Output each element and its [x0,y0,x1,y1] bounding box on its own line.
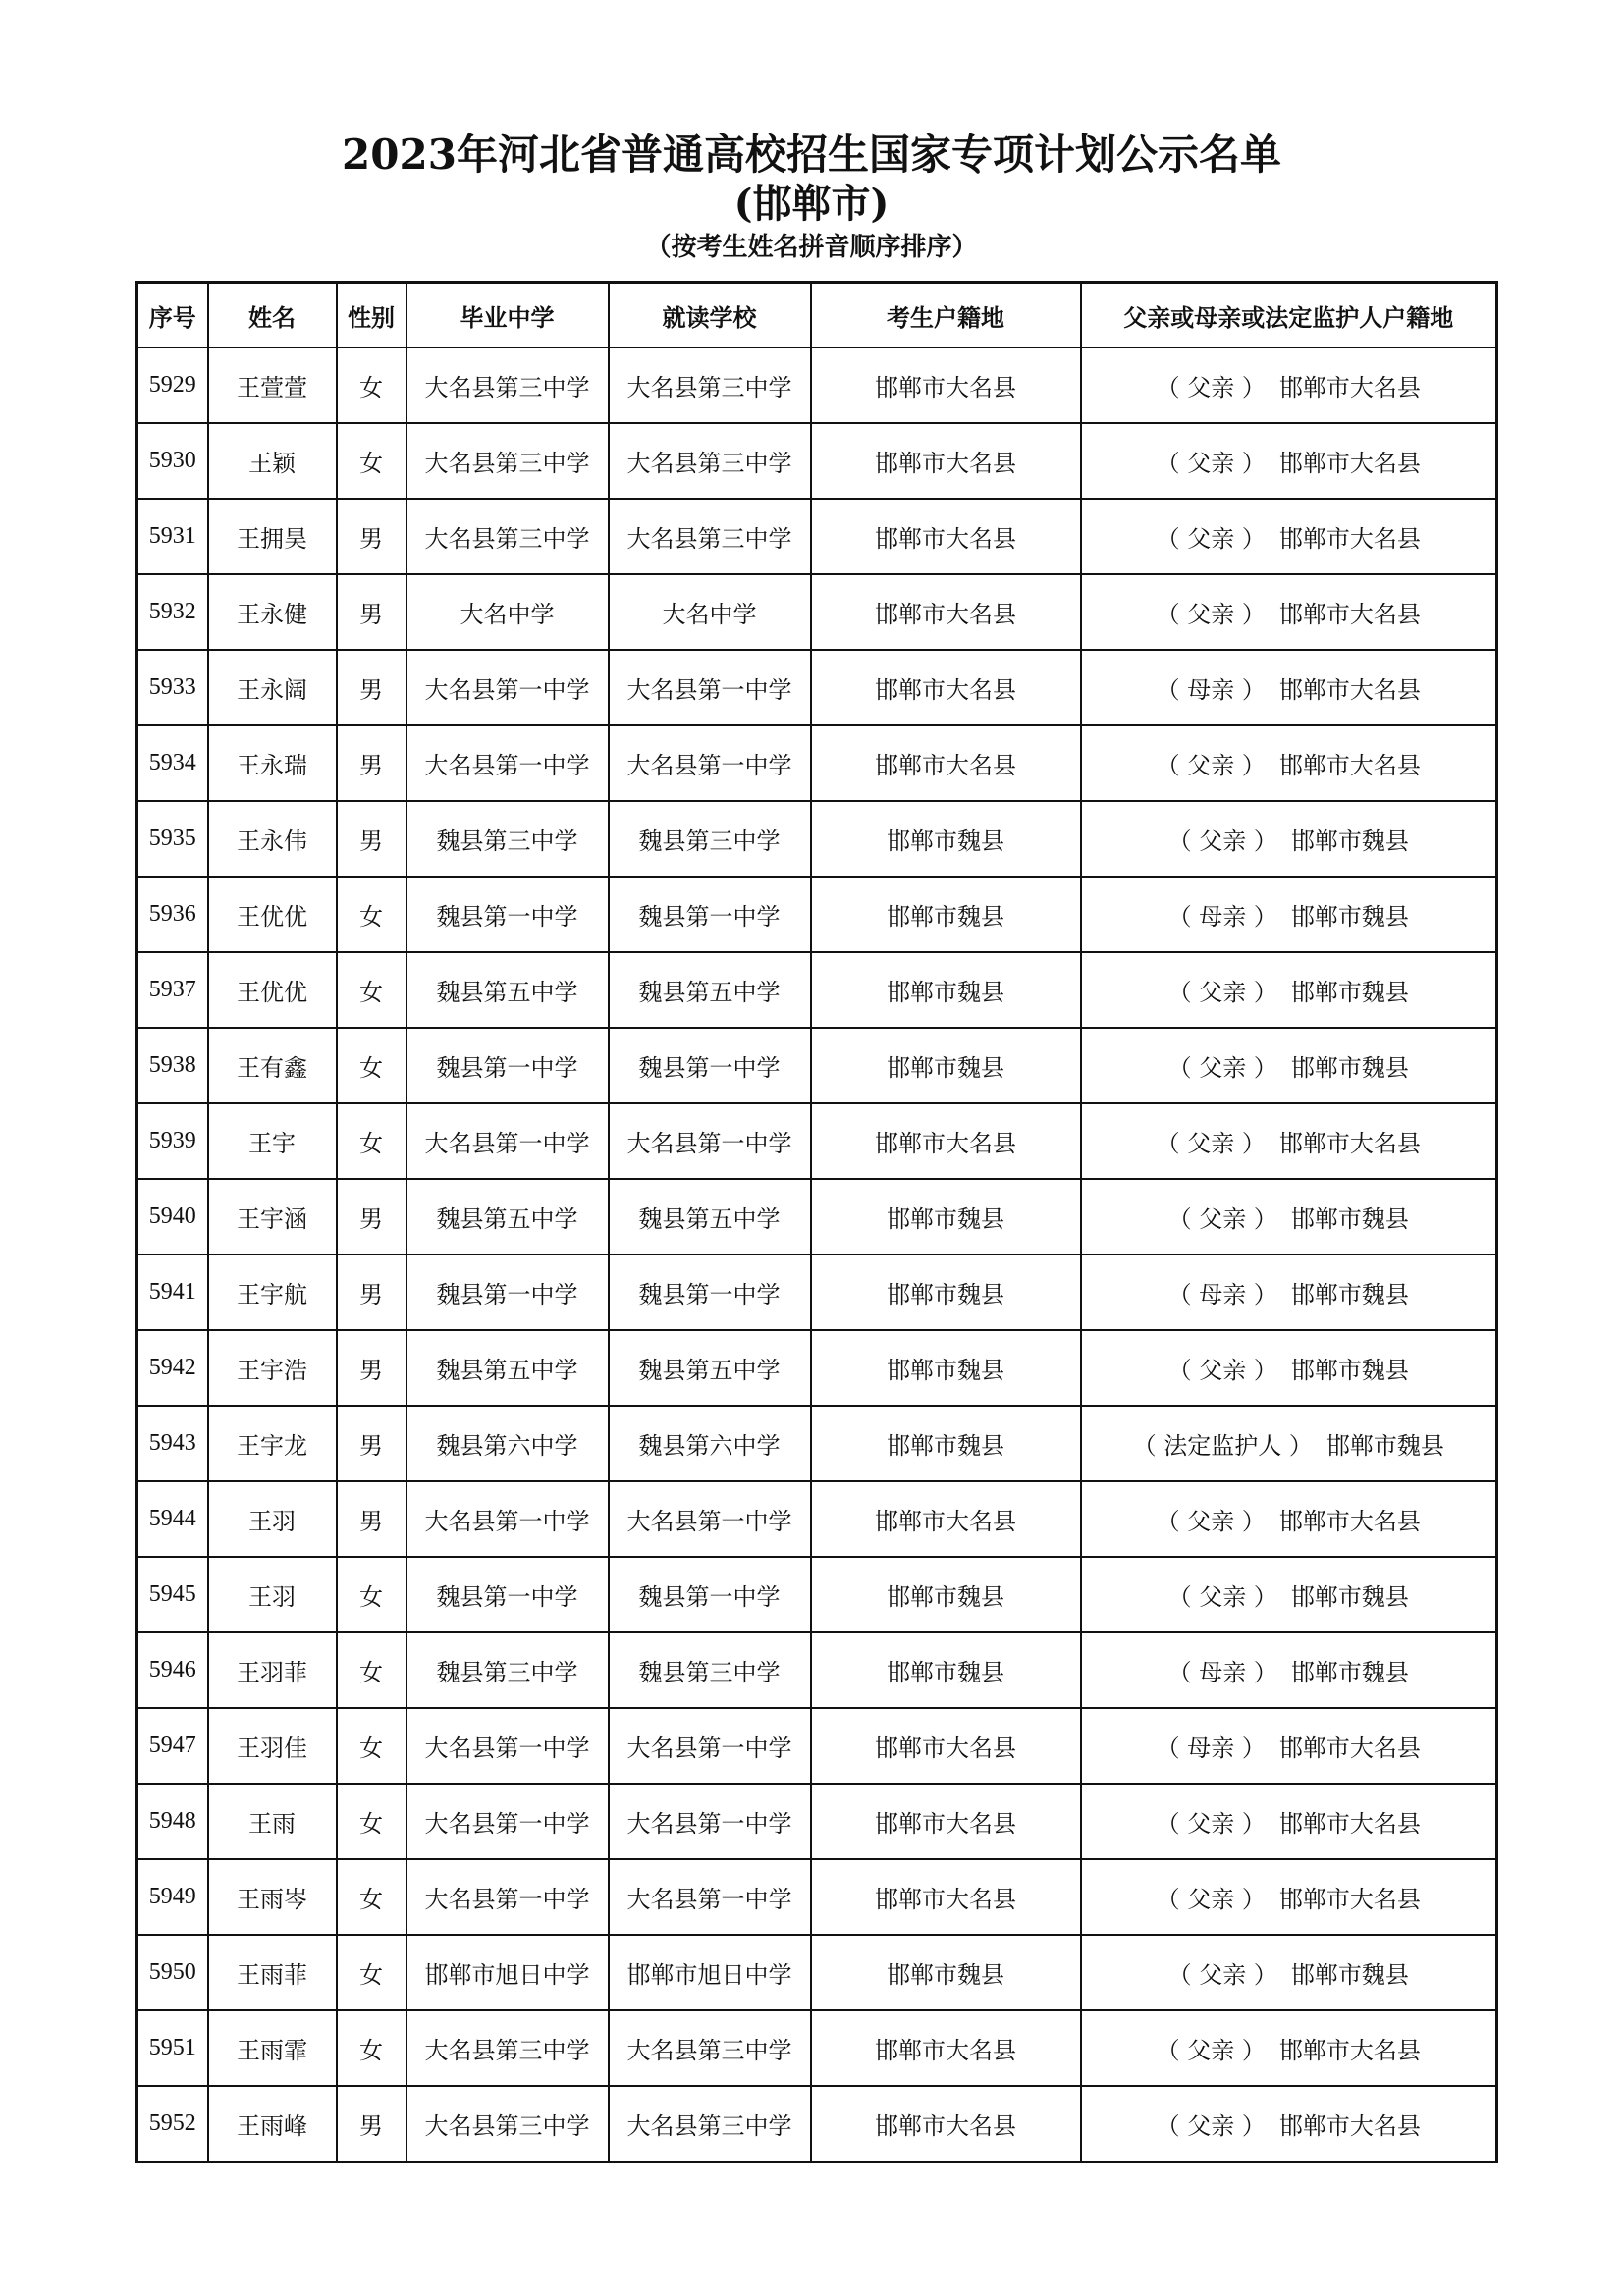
cell-guardian-hukou [1081,877,1497,952]
column-header-current-school: 就读学校 [609,283,811,348]
cell-student-hukou: 邯郸市魏县 [811,1632,1081,1708]
cell-student-hukou: 邯郸市魏县 [811,1330,1081,1406]
cell-guardian-hukou [1081,2086,1497,2163]
cell-serial-number: 5950 [137,1935,208,2010]
table-row [137,1859,1497,1935]
guardian-hukou-place: 邯郸市大名县 [1278,525,1421,553]
guardian-relation: （ 父亲 ） [1167,1205,1277,1233]
cell-current-school: 大名县第一中学 [609,1859,811,1935]
column-header-serial: 序号 [137,283,208,348]
guardian-relation: （ 母亲 ） [1167,903,1277,931]
cell-current-school: 魏县第一中学 [609,1255,811,1330]
guardian-relation: （ 父亲 ） [1167,828,1277,855]
cell-graduation-school: 大名县第三中学 [406,499,609,574]
guardian-relation: （ 父亲 ） [1156,1810,1266,1838]
cell-student-name: 王优优 [208,877,337,952]
cell-guardian-hukou [1081,1179,1497,1255]
cell-student-name: 王拥昊 [208,499,337,574]
cell-current-school: 魏县第六中学 [609,1406,811,1481]
cell-student-name: 王颖 [208,423,337,499]
guardian-hukou-place: 邯郸市大名县 [1278,1508,1421,1535]
guardian-relation: （ 父亲 ） [1156,752,1266,779]
guardian-relation: （ 法定监护人 ） [1132,1432,1313,1460]
table-row [137,499,1497,574]
cell-current-school: 魏县第三中学 [609,1632,811,1708]
cell-graduation-school: 魏县第一中学 [406,877,609,952]
cell-graduation-school: 大名县第一中学 [406,1103,609,1179]
cell-guardian-hukou [1081,574,1497,650]
cell-student-hukou: 邯郸市大名县 [811,2010,1081,2086]
guardian-relation: （ 父亲 ） [1156,1886,1266,1913]
cell-serial-number: 5952 [137,2086,208,2163]
cell-graduation-school: 大名中学 [406,574,609,650]
cell-serial-number: 5937 [137,952,208,1028]
cell-serial-number: 5938 [137,1028,208,1103]
cell-serial-number: 5946 [137,1632,208,1708]
cell-graduation-school: 大名县第一中学 [406,1859,609,1935]
guardian-hukou-place: 邯郸市大名县 [1278,1886,1421,1913]
cell-serial-number: 5932 [137,574,208,650]
guardian-relation: （ 父亲 ） [1156,2112,1266,2140]
cell-gender: 女 [337,423,406,499]
table-row [137,1179,1497,1255]
cell-gender: 女 [337,1632,406,1708]
guardian-hukou-place: 邯郸市魏县 [1290,1054,1409,1082]
cell-current-school: 魏县第一中学 [609,1557,811,1632]
guardian-relation: （ 母亲 ） [1156,1735,1266,1762]
cell-student-name: 王雨霏 [208,2010,337,2086]
cell-current-school: 魏县第一中学 [609,1028,811,1103]
guardian-hukou-place: 邯郸市魏县 [1290,1281,1409,1308]
cell-student-name: 王永伟 [208,801,337,877]
cell-student-hukou: 邯郸市大名县 [811,650,1081,725]
table-row [137,2010,1497,2086]
cell-gender: 女 [337,952,406,1028]
cell-serial-number: 5942 [137,1330,208,1406]
cell-guardian-hukou [1081,725,1497,801]
cell-gender: 女 [337,1557,406,1632]
cell-student-name: 王雨菲 [208,1935,337,2010]
cell-student-hukou: 邯郸市魏县 [811,877,1081,952]
cell-gender: 女 [337,1028,406,1103]
cell-student-name: 王宇浩 [208,1330,337,1406]
cell-current-school: 大名县第三中学 [609,347,811,423]
guardian-hukou-place: 邯郸市魏县 [1290,828,1409,855]
table-row [137,1481,1497,1557]
guardian-relation: （ 父亲 ） [1167,1583,1277,1611]
guardian-relation: （ 父亲 ） [1167,1054,1277,1082]
cell-student-hukou: 邯郸市魏县 [811,1935,1081,2010]
cell-student-hukou: 邯郸市大名县 [811,725,1081,801]
cell-gender: 女 [337,347,406,423]
cell-student-name: 王羽 [208,1481,337,1557]
guardian-hukou-place: 邯郸市大名县 [1278,752,1421,779]
table-row [137,2086,1497,2163]
cell-student-hukou: 邯郸市魏县 [811,1406,1081,1481]
table-row [137,423,1497,499]
cell-guardian-hukou [1081,499,1497,574]
document-title: 2023年河北省普通高校招生国家专项计划公示名单 [342,131,1281,179]
guardian-relation: （ 父亲 ） [1156,525,1266,553]
guardian-hukou-place: 邯郸市魏县 [1290,1659,1409,1686]
cell-serial-number: 5949 [137,1859,208,1935]
guardian-hukou-place: 邯郸市大名县 [1278,374,1421,401]
cell-gender: 男 [337,574,406,650]
cell-graduation-school: 魏县第五中学 [406,1179,609,1255]
cell-serial-number: 5939 [137,1103,208,1179]
cell-serial-number: 5935 [137,801,208,877]
cell-current-school: 大名县第三中学 [609,2010,811,2086]
cell-graduation-school: 大名县第一中学 [406,725,609,801]
cell-current-school: 大名县第一中学 [609,1784,811,1859]
table-row [137,1632,1497,1708]
cell-gender: 男 [337,801,406,877]
cell-serial-number: 5948 [137,1784,208,1859]
cell-serial-number: 5944 [137,1481,208,1557]
cell-student-hukou: 邯郸市魏县 [811,1557,1081,1632]
guardian-relation: （ 父亲 ） [1156,2037,1266,2064]
cell-student-name: 王永健 [208,574,337,650]
cell-guardian-hukou [1081,1557,1497,1632]
cell-graduation-school: 大名县第一中学 [406,650,609,725]
column-header-graduation-school: 毕业中学 [406,283,609,348]
cell-current-school: 魏县第一中学 [609,877,811,952]
guardian-hukou-place: 邯郸市魏县 [1290,1961,1409,1989]
cell-current-school: 魏县第五中学 [609,952,811,1028]
cell-gender: 女 [337,1708,406,1784]
cell-graduation-school: 魏县第三中学 [406,801,609,877]
cell-gender: 男 [337,650,406,725]
sort-order-note: （按考生姓名拼音顺序排序） [645,233,978,262]
table-row [137,725,1497,801]
cell-student-name: 王羽佳 [208,1708,337,1784]
table-row [137,1708,1497,1784]
cell-graduation-school: 大名县第一中学 [406,1708,609,1784]
document-city-subtitle: (邯郸市) [733,181,890,227]
cell-graduation-school: 大名县第一中学 [406,1481,609,1557]
cell-graduation-school: 魏县第五中学 [406,1330,609,1406]
cell-student-name: 王永阔 [208,650,337,725]
cell-graduation-school: 邯郸市旭日中学 [406,1935,609,2010]
guardian-hukou-place: 邯郸市大名县 [1278,676,1421,704]
guardian-hukou-place: 邯郸市魏县 [1290,1583,1409,1611]
cell-current-school: 魏县第五中学 [609,1179,811,1255]
cell-student-hukou: 邯郸市大名县 [811,423,1081,499]
cell-graduation-school: 大名县第三中学 [406,2086,609,2163]
cell-student-name: 王羽 [208,1557,337,1632]
cell-student-hukou: 邯郸市大名县 [811,1103,1081,1179]
guardian-hukou-place: 邯郸市魏县 [1290,979,1409,1006]
guardian-hukou-place: 邯郸市大名县 [1278,2112,1421,2140]
cell-gender: 男 [337,1255,406,1330]
cell-serial-number: 5951 [137,2010,208,2086]
cell-current-school: 大名中学 [609,574,811,650]
table-row [137,1784,1497,1859]
cell-student-name: 王有鑫 [208,1028,337,1103]
cell-gender: 女 [337,877,406,952]
cell-student-name: 王宇 [208,1103,337,1179]
cell-guardian-hukou [1081,952,1497,1028]
cell-gender: 男 [337,725,406,801]
cell-student-name: 王永瑞 [208,725,337,801]
cell-student-hukou: 邯郸市大名县 [811,1859,1081,1935]
cell-serial-number: 5943 [137,1406,208,1481]
cell-guardian-hukou [1081,1632,1497,1708]
cell-guardian-hukou [1081,1330,1497,1406]
cell-gender: 女 [337,1784,406,1859]
guardian-relation: （ 父亲 ） [1167,1357,1277,1384]
cell-student-hukou: 邯郸市大名县 [811,2086,1081,2163]
column-header-student-hukou: 考生户籍地 [811,283,1081,348]
cell-graduation-school: 大名县第三中学 [406,2010,609,2086]
cell-student-hukou: 邯郸市大名县 [811,574,1081,650]
cell-guardian-hukou [1081,423,1497,499]
cell-guardian-hukou [1081,1406,1497,1481]
guardian-hukou-place: 邯郸市大名县 [1278,1810,1421,1838]
cell-student-hukou: 邯郸市大名县 [811,1784,1081,1859]
guardian-hukou-place: 邯郸市大名县 [1278,1130,1421,1157]
table-row [137,801,1497,877]
cell-gender: 男 [337,499,406,574]
cell-student-name: 王萱萱 [208,347,337,423]
cell-graduation-school: 魏县第三中学 [406,1632,609,1708]
cell-guardian-hukou [1081,1255,1497,1330]
guardian-relation: （ 父亲 ） [1167,979,1277,1006]
cell-guardian-hukou [1081,650,1497,725]
guardian-hukou-place: 邯郸市大名县 [1278,1735,1421,1762]
cell-current-school: 大名县第一中学 [609,1103,811,1179]
cell-serial-number: 5931 [137,499,208,574]
cell-serial-number: 5947 [137,1708,208,1784]
guardian-relation: （ 父亲 ） [1156,374,1266,401]
column-header-guardian-hukou: 父亲或母亲或法定监护人户籍地 [1081,283,1497,348]
cell-student-name: 王雨 [208,1784,337,1859]
cell-graduation-school: 大名县第一中学 [406,1784,609,1859]
guardian-relation: （ 父亲 ） [1156,1508,1266,1535]
table-row [137,347,1497,423]
table-row [137,574,1497,650]
cell-gender: 女 [337,1103,406,1179]
guardian-hukou-place: 邯郸市魏县 [1290,1205,1409,1233]
table-row [137,1330,1497,1406]
cell-gender: 男 [337,1406,406,1481]
cell-student-hukou: 邯郸市魏县 [811,1179,1081,1255]
cell-student-name: 王雨岑 [208,1859,337,1935]
cell-graduation-school: 大名县第三中学 [406,423,609,499]
guardian-hukou-place: 邯郸市魏县 [1290,903,1409,931]
table-row [137,650,1497,725]
cell-student-name: 王宇涵 [208,1179,337,1255]
table-header [137,283,1497,348]
column-header-name: 姓名 [208,283,337,348]
cell-current-school: 大名县第一中学 [609,725,811,801]
table-row [137,1028,1497,1103]
guardian-relation: （ 父亲 ） [1156,1130,1266,1157]
guardian-relation: （ 父亲 ） [1167,1961,1277,1989]
cell-graduation-school: 魏县第一中学 [406,1028,609,1103]
guardian-hukou-place: 邯郸市大名县 [1278,450,1421,477]
cell-serial-number: 5945 [137,1557,208,1632]
cell-serial-number: 5940 [137,1179,208,1255]
table-row [137,952,1497,1028]
cell-student-hukou: 邯郸市大名县 [811,1708,1081,1784]
cell-serial-number: 5933 [137,650,208,725]
cell-gender: 女 [337,1935,406,2010]
cell-gender: 女 [337,1859,406,1935]
table-row [137,877,1497,952]
guardian-hukou-place: 邯郸市魏县 [1325,1432,1444,1460]
cell-current-school: 大名县第一中学 [609,1481,811,1557]
guardian-relation: （ 父亲 ） [1156,450,1266,477]
cell-current-school: 大名县第三中学 [609,423,811,499]
guardian-relation: （ 母亲 ） [1156,676,1266,704]
table-row [137,1103,1497,1179]
table-row [137,1935,1497,2010]
cell-student-name: 王雨峰 [208,2086,337,2163]
header-row [137,283,1497,348]
cell-current-school: 邯郸市旭日中学 [609,1935,811,2010]
table-row [137,1406,1497,1481]
table-body [137,347,1497,2163]
cell-student-hukou: 邯郸市魏县 [811,801,1081,877]
cell-guardian-hukou [1081,2010,1497,2086]
cell-gender: 男 [337,2086,406,2163]
cell-student-hukou: 邯郸市魏县 [811,952,1081,1028]
cell-current-school: 魏县第三中学 [609,801,811,877]
cell-student-hukou: 邯郸市魏县 [811,1028,1081,1103]
cell-current-school: 大名县第一中学 [609,1708,811,1784]
cell-graduation-school: 魏县第一中学 [406,1557,609,1632]
cell-serial-number: 5929 [137,347,208,423]
cell-guardian-hukou [1081,1935,1497,2010]
cell-guardian-hukou [1081,801,1497,877]
guardian-hukou-place: 邯郸市魏县 [1290,1357,1409,1384]
cell-serial-number: 5941 [137,1255,208,1330]
cell-gender: 男 [337,1179,406,1255]
guardian-hukou-place: 邯郸市大名县 [1278,2037,1421,2064]
guardian-relation: （ 父亲 ） [1156,601,1266,628]
guardian-hukou-place: 邯郸市大名县 [1278,601,1421,628]
cell-current-school: 大名县第三中学 [609,499,811,574]
cell-current-school: 魏县第五中学 [609,1330,811,1406]
cell-serial-number: 5934 [137,725,208,801]
cell-guardian-hukou [1081,1028,1497,1103]
cell-guardian-hukou [1081,347,1497,423]
cell-student-hukou: 邯郸市大名县 [811,1481,1081,1557]
column-header-gender: 性别 [337,283,406,348]
table-row [137,1255,1497,1330]
cell-guardian-hukou [1081,1784,1497,1859]
cell-current-school: 大名县第三中学 [609,2086,811,2163]
cell-current-school: 大名县第一中学 [609,650,811,725]
cell-student-name: 王优优 [208,952,337,1028]
cell-graduation-school: 魏县第一中学 [406,1255,609,1330]
cell-serial-number: 5936 [137,877,208,952]
cell-serial-number: 5930 [137,423,208,499]
cell-student-name: 王宇龙 [208,1406,337,1481]
cell-guardian-hukou [1081,1481,1497,1557]
cell-guardian-hukou [1081,1103,1497,1179]
cell-guardian-hukou [1081,1859,1497,1935]
table-row [137,1557,1497,1632]
cell-gender: 男 [337,1481,406,1557]
cell-student-hukou: 邯郸市魏县 [811,1255,1081,1330]
cell-graduation-school: 魏县第五中学 [406,952,609,1028]
cell-gender: 女 [337,2010,406,2086]
cell-graduation-school: 大名县第三中学 [406,347,609,423]
cell-student-name: 王羽菲 [208,1632,337,1708]
guardian-relation: （ 母亲 ） [1167,1281,1277,1308]
cell-graduation-school: 魏县第六中学 [406,1406,609,1481]
guardian-relation: （ 母亲 ） [1167,1659,1277,1686]
cell-student-name: 王宇航 [208,1255,337,1330]
cell-guardian-hukou [1081,1708,1497,1784]
cell-student-hukou: 邯郸市大名县 [811,499,1081,574]
cell-student-hukou: 邯郸市大名县 [811,347,1081,423]
cell-gender: 男 [337,1330,406,1406]
admission-list-table [135,281,1498,2163]
